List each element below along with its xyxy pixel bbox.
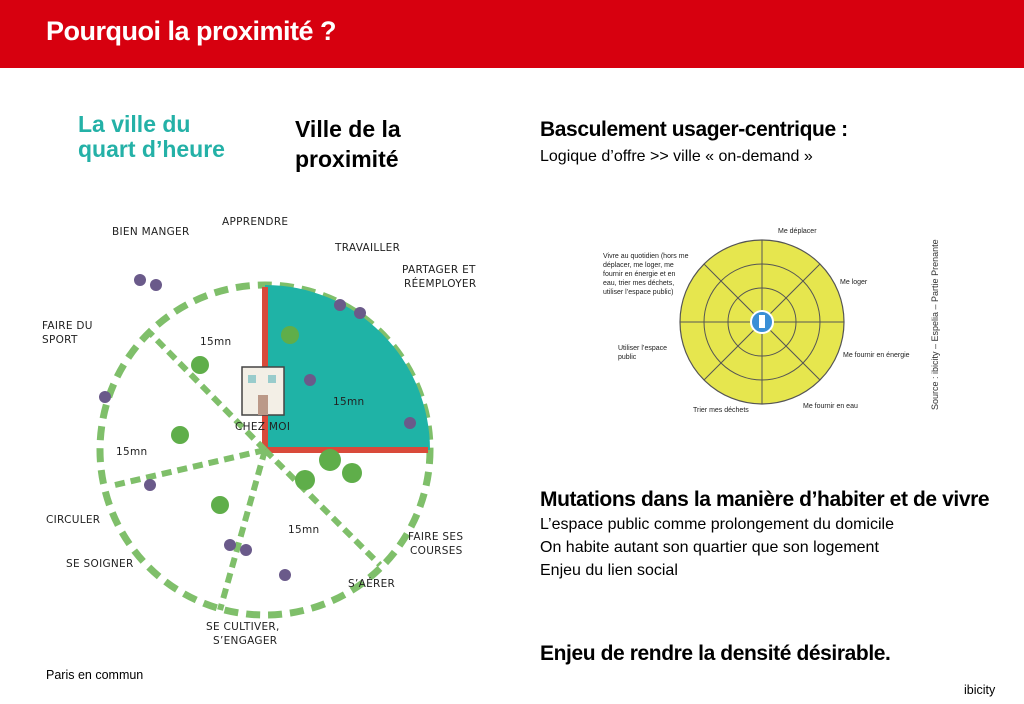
- label-partager: PARTAGER ET: [402, 264, 476, 276]
- person-icon: [759, 315, 765, 328]
- page-title: Pourquoi la proximité ?: [46, 16, 337, 46]
- label-chez-moi: CHEZ MOI: [235, 421, 291, 433]
- label-apprendre: APPRENDRE: [222, 216, 289, 228]
- label-se-cultiver: SE CULTIVER,: [206, 621, 280, 633]
- needs-wheel-diagram: [600, 222, 930, 422]
- credit-paris-en-commun: Paris en commun: [46, 668, 144, 682]
- label-15mn: 15mn: [200, 336, 232, 348]
- text-logique-offre: Logique d’offre >> ville « on-demand »: [540, 148, 813, 165]
- label-eau: Me fournir en eau: [803, 403, 858, 410]
- label-15mn: 15mn: [288, 524, 320, 536]
- home-window: [248, 375, 256, 383]
- label-vivre-au-quotidien: Vivre au quotidien (hors me déplacer, me loger, me fournir en énergie et en eau, trier mes déchets, utiliser l’espace public): [603, 253, 689, 296]
- credit-ibicity: ibicity: [964, 683, 996, 697]
- label-me-loger: Me loger: [840, 279, 868, 286]
- label-circuler: CIRCULER: [46, 514, 101, 526]
- label-me-deplacer: Me déplacer: [778, 228, 817, 235]
- label-courses: COURSES: [410, 545, 463, 557]
- label-dechets: Trier mes déchets: [693, 407, 749, 414]
- heading-densite: Enjeu de rendre la densité désirable.: [540, 642, 891, 665]
- label-travailler: TRAVAILLER: [335, 242, 401, 254]
- label-espace-public: Utiliser l’espace public: [618, 345, 668, 361]
- text-espace-public: L’espace public comme prolongement du domicile: [540, 516, 894, 533]
- quarter-hour-city-illustration: [30, 205, 500, 660]
- home-door: [258, 395, 268, 415]
- title-banner: [0, 0, 1024, 68]
- source-credit: Source : ibicity – Espelia – Partie Prenante: [930, 239, 940, 410]
- text-lien-social: Enjeu du lien social: [540, 562, 678, 579]
- home-window: [268, 375, 276, 383]
- label-s-engager: S’ENGAGER: [213, 635, 278, 647]
- label-faire-ses: FAIRE SES: [408, 531, 464, 543]
- black-title: Ville de la proximité: [295, 116, 401, 172]
- label-reemployer: RÉEMPLOYER: [404, 278, 477, 290]
- teal-title: La ville du quart d’heure: [78, 111, 225, 162]
- label-se-soigner: SE SOIGNER: [66, 558, 134, 570]
- path-south: [220, 450, 265, 610]
- label-faire-du: FAIRE DU: [42, 320, 93, 332]
- label-energie: Me fournir en énergie: [843, 352, 910, 359]
- label-15mn: 15mn: [333, 396, 365, 408]
- label-s-aerer: S’AÉRER: [348, 578, 396, 590]
- label-sport: SPORT: [42, 334, 78, 346]
- label-bien-manger: BIEN MANGER: [112, 226, 190, 238]
- label-15mn: 15mn: [116, 446, 148, 458]
- text-quartier: On habite autant son quartier que son logement: [540, 539, 879, 556]
- heading-basculement: Basculement usager-centrique :: [540, 118, 848, 141]
- heading-mutations: Mutations dans la manière d’habiter et de vivre: [540, 488, 990, 511]
